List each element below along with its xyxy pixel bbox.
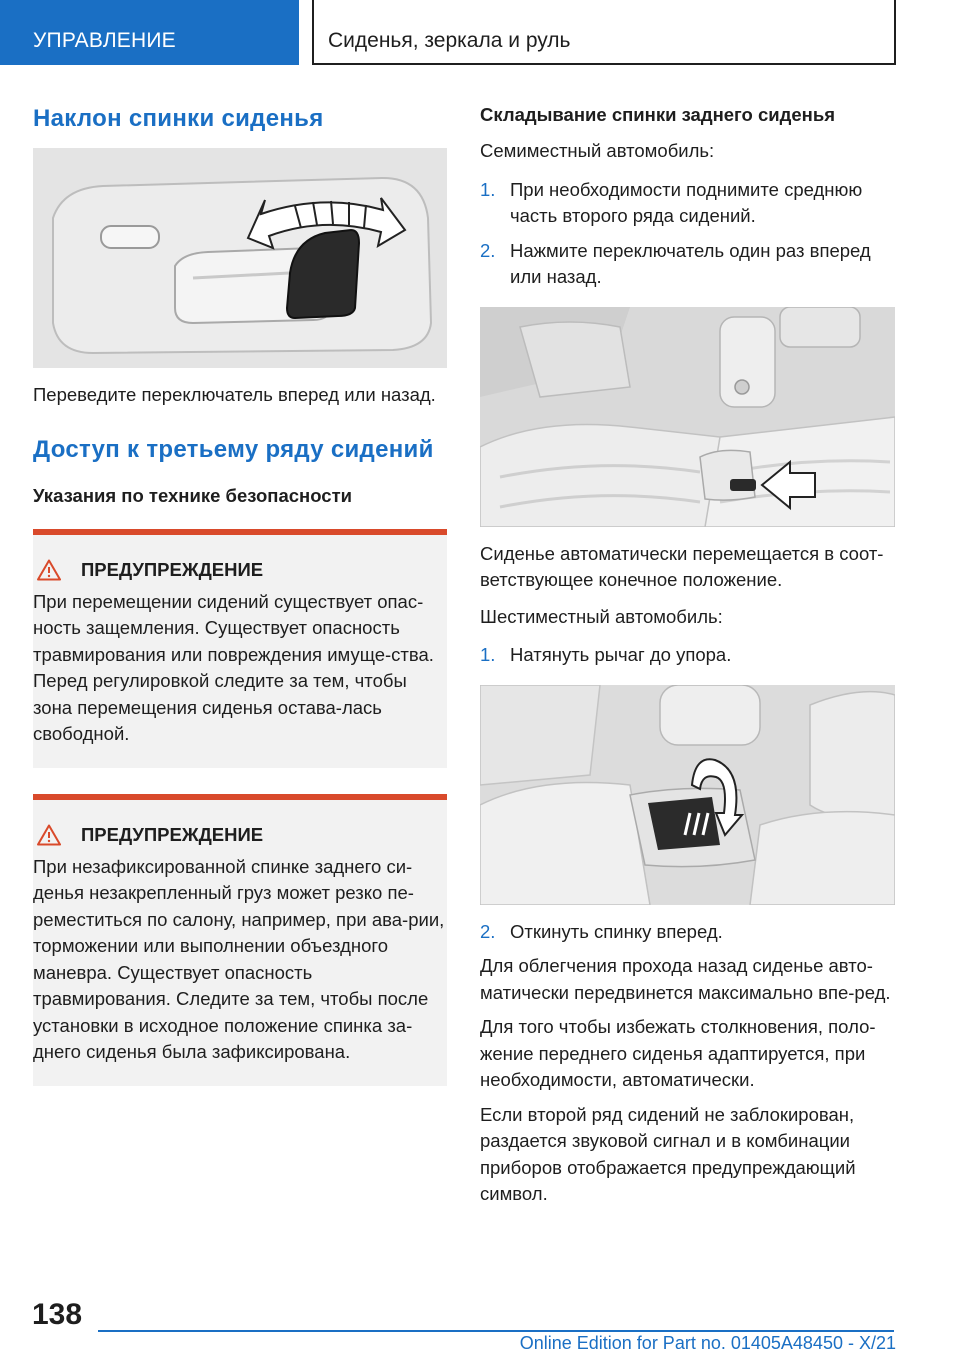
auto-move-text: Сиденье автоматически перемещается в соот-ветствующее конечное положение.: [480, 542, 884, 590]
list-item: [480, 238, 895, 291]
list-text: Откинуть спинку вперед.: [510, 920, 723, 942]
header-chapter-box: [312, 0, 896, 65]
warning-title-1: [33, 557, 447, 583]
list-text: При необходимости поднимите среднюю часть второго ряда сидений.: [510, 178, 863, 226]
paragraph-collision: Для того чтобы избежать столкновения, поло-жение переднего сиденья адаптируется, при необходимости, автоматически.: [480, 1016, 876, 1090]
rear-seat-button-photo: [480, 307, 895, 527]
paragraph-easy-access: Для облегчения прохода назад сиденье авто-матически передвинется максимально впе-ред.: [480, 955, 891, 1003]
heading-third-row-access: Доступ к третьему ряду сидений: [33, 435, 434, 463]
list-number: 2.: [480, 920, 496, 942]
lever-photo: [480, 685, 895, 905]
list-number: 1.: [480, 178, 496, 200]
page-number: 138: [32, 1298, 83, 1331]
seven-seat-label: Семиместный автомобиль:: [480, 140, 715, 161]
rear-seat-button-drawing: [480, 307, 895, 527]
list-text: Нажмите переключатель один раз вперед или назад.: [510, 239, 871, 287]
warning-text-2: При незафиксированной спинке заднего си-денья незакрепленный груз может резко пе-реместиться по салону, например, при ава-рии, торможении или выполнении объездного маневра. Существует опасность травмирования. Следите за тем, чтобы после установки в исходное положение спинка за-днего сиденья была зафиксирована.: [33, 855, 445, 1062]
right-column: [480, 96, 895, 1208]
list-number: 1.: [480, 644, 496, 665]
list-item: [480, 642, 895, 669]
left-column: [33, 96, 447, 1086]
caption-seat-tilt: Переведите переключатель вперед или назад.: [33, 384, 436, 405]
warning-title-text-2: ПРЕДУПРЕЖДЕНИЕ: [81, 823, 264, 845]
warning-title-text-1: ПРЕДУПРЕЖДЕНИЕ: [81, 558, 264, 580]
warning-title-2: [33, 822, 447, 848]
footer-edition: Online Edition for Part no. 01405A48450 - X/21: [519, 1333, 896, 1353]
list-item: [480, 919, 895, 946]
warning-triangle-icon: [37, 559, 61, 581]
footer-divider: [98, 1330, 894, 1332]
warning-box-2: [33, 794, 447, 1086]
header-chapter-label: Сиденья, зеркала и руль: [328, 29, 571, 52]
warning-triangle-icon: [37, 824, 61, 846]
header-section-label: УПРАВЛЕНИЕ: [33, 29, 176, 52]
header-section-tab: [0, 0, 299, 65]
seat-switch-illustration: [33, 148, 447, 368]
paragraph-not-locked: Если второй ряд сидений не заблокирован, раздается звуковой сигнал и в комбинации приборов отображается предупреждающий символ.: [480, 1103, 856, 1204]
list-item: [480, 177, 895, 230]
list-number: 2.: [480, 239, 496, 261]
seat-switch-drawing: [33, 148, 447, 368]
subheading-safety: Указания по технике безопасности: [33, 484, 352, 506]
warning-text-1: При перемещении сидений существует опас-ность защемления. Существует опасность травмирования или повреждения имуще-ства. Перед регулировкой следите за тем, чтобы зона перемещения сиденья остава-лась свободной.: [33, 590, 434, 744]
heading-fold-rear-seat: Складывание спинки заднего сиденья: [480, 104, 835, 125]
six-seat-label: Шестиместный автомобиль:: [480, 605, 723, 627]
lever-drawing: [480, 685, 895, 905]
list-text: Натянуть рычаг до упора.: [510, 644, 732, 665]
heading-seat-tilt: Наклон спинки сиденья: [33, 105, 324, 132]
warning-box-1: [33, 529, 447, 768]
